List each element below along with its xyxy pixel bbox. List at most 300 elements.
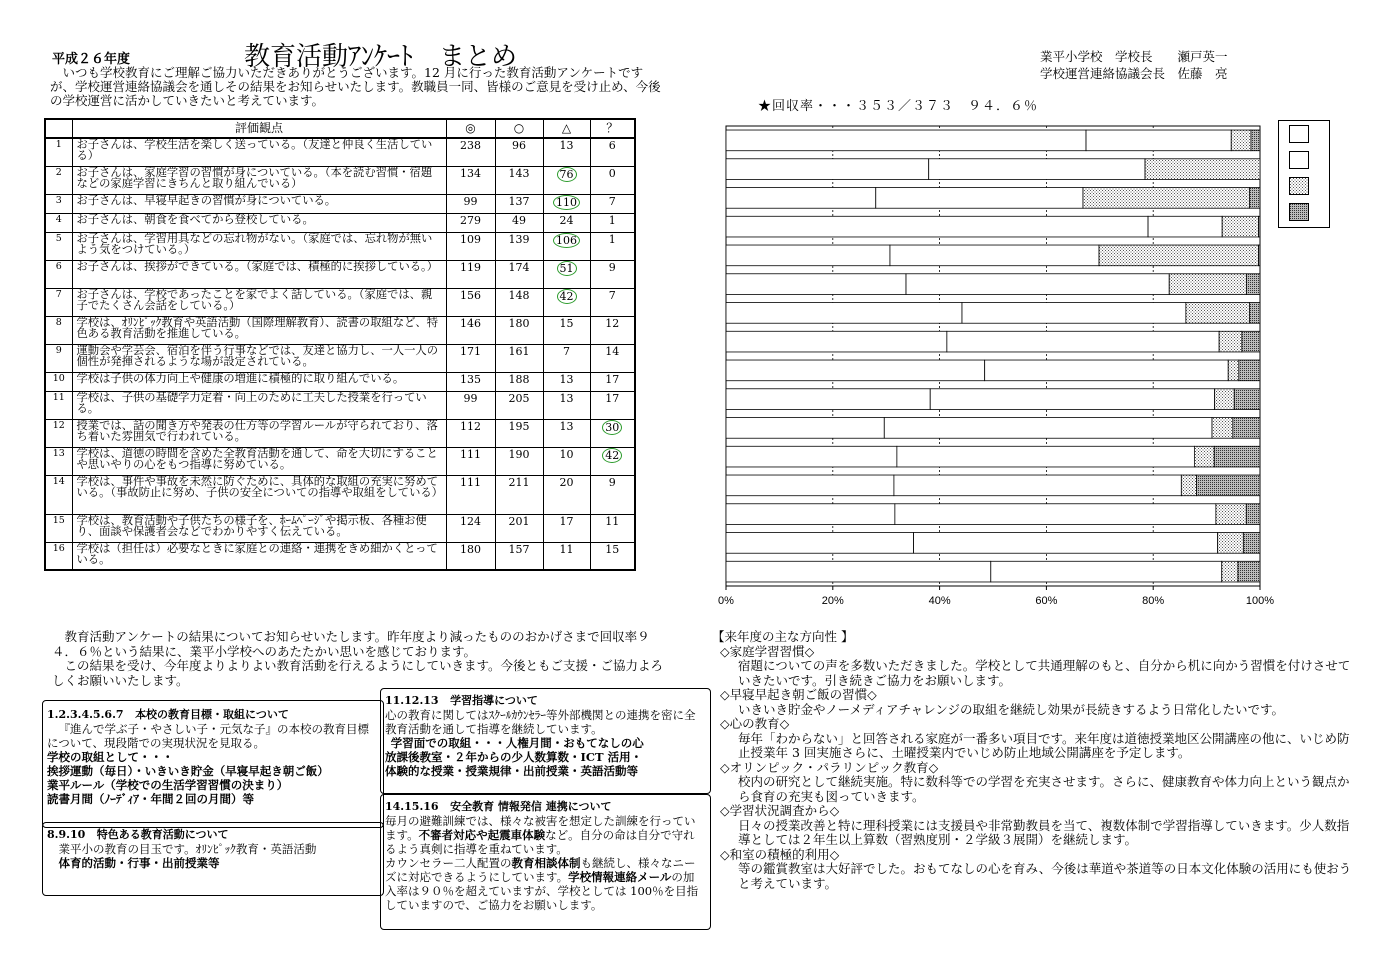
row-criteria: 学校は子供の体力向上や健康の増進に積極的に取り組んでいる。 <box>72 372 446 391</box>
count-value: 111 <box>460 475 481 489</box>
row-count-triangle <box>543 542 590 570</box>
chart-bar-segment <box>1194 446 1214 467</box>
count-value: 110 <box>553 195 580 210</box>
chart-bar-segment <box>1258 216 1260 237</box>
row-count-double-circle <box>446 232 495 260</box>
row-count-circle <box>495 419 543 447</box>
count-value: 1 <box>608 232 616 246</box>
row-count-circle <box>495 213 543 232</box>
table-row <box>45 475 635 514</box>
chart-tick-label: 80% <box>1142 595 1165 607</box>
table-row <box>45 514 635 542</box>
page-title: 教育活動ｱﾝｹｰﾄ まとめ <box>244 42 518 72</box>
chart-bar-segment <box>726 561 991 582</box>
row-criteria: 学校は、道徳の時間を含めた全教育活動を通して、命を大切にすることや思いやりの心をもつ指導に努めている。 <box>72 447 446 475</box>
row-count-triangle <box>543 391 590 419</box>
row-count-circle <box>495 372 543 391</box>
row-count-question <box>590 475 635 514</box>
chart-bar-segment <box>876 188 1083 209</box>
chart-bar-segment <box>1214 446 1260 467</box>
chart-bar-segment <box>985 360 1229 381</box>
chart-tick-label: 60% <box>1035 595 1058 607</box>
count-value: 161 <box>508 344 530 358</box>
table-row <box>45 316 635 344</box>
count-value: 0 <box>608 166 616 180</box>
row-criteria: お子さんは、家庭学習の習慣が身についている。（本を読む習慣・宿題などの家庭学習にきちんと取り組んでいる） <box>72 166 446 194</box>
chart-bar-segment <box>726 303 962 324</box>
box-learning-guidance <box>380 688 711 794</box>
count-value: 180 <box>460 542 481 556</box>
row-count-question <box>590 194 635 213</box>
count-value: 12 <box>605 316 620 330</box>
chart-bar-segment <box>1246 274 1260 295</box>
chart-bar-segment <box>726 475 894 496</box>
row-criteria: お子さんは、挨拶ができている。（家庭では、積極的に挨拶している。） <box>72 260 446 288</box>
chart-bar-segment <box>1196 475 1260 496</box>
count-value: 279 <box>460 213 481 227</box>
count-value: 20 <box>559 475 574 489</box>
chart-bar-segment <box>1169 274 1246 295</box>
next-item-title: ◇和室の積極的利用◇ <box>720 846 840 862</box>
row-count-double-circle <box>446 391 495 419</box>
table-row <box>45 419 635 447</box>
row-count-double-circle <box>446 514 495 542</box>
row-count-question <box>590 391 635 419</box>
chart-bar-segment <box>726 274 906 295</box>
chart-bar-segment <box>726 389 930 410</box>
next-heading: 【来年度の主な方向性 】 <box>712 629 854 644</box>
count-value: 190 <box>508 447 530 461</box>
chart-tick-label: 20% <box>821 595 844 607</box>
box1-line1: 『進んで学ぶ子・やさしい子・元気な子』の本校の教育目標について、現段階での実現状況を見取る。 <box>47 722 369 750</box>
response-rate: ★回収率・・・３５３／３７３ ９４．６％ <box>758 99 1039 114</box>
chart-bar-segment <box>1086 130 1231 151</box>
chart-bar-segment <box>1246 504 1260 525</box>
row-count-triangle <box>543 260 590 288</box>
row-count-circle <box>495 475 543 514</box>
row-count-double-circle <box>446 138 495 166</box>
row-criteria: お子さんは、学校であったことを家でよく話している。（家庭では、親子でたくさん会話をしている。） <box>72 288 446 316</box>
count-value: 11 <box>605 514 620 528</box>
row-count-question <box>590 166 635 194</box>
row-count-circle <box>495 260 543 288</box>
chart-bar-segment <box>1145 159 1260 180</box>
row-count-double-circle <box>446 447 495 475</box>
row-number: 16 <box>45 542 72 570</box>
box1-line2: 学校の取組として・・・ <box>47 750 174 764</box>
row-count-triangle <box>543 166 590 194</box>
chart-bar-segment <box>1243 533 1260 554</box>
chart-tick-label: 100% <box>1245 595 1275 607</box>
count-value: 195 <box>508 419 530 433</box>
chart-bar-segment <box>930 389 1214 410</box>
row-count-triangle <box>543 316 590 344</box>
box3-line3: 放課後教室・２年からの少人数算数・ICT 活用・ <box>385 750 643 764</box>
row-count-double-circle <box>446 288 495 316</box>
count-value: 157 <box>508 542 530 556</box>
count-value: 17 <box>605 391 620 405</box>
count-value: 7 <box>608 194 616 208</box>
count-value: 211 <box>508 475 530 489</box>
next-item-title: ◇早寝早起き朝ご飯の習慣◇ <box>720 687 877 702</box>
count-value: 109 <box>460 232 481 246</box>
next-item-body: 宿題についての声を多数いただきました。学校として共通理解のもと、自分から机に向かう習慣を付けさせていきたいです。引き続きご協力をお願いします。 <box>738 658 1351 688</box>
next-item-body: 校内の研究として継続実施。特に数科等での学習を充実させます。さらに、健康教育や体力向上という観点から食育の充実も図っていきます。 <box>738 774 1350 804</box>
chart-bar-segment <box>726 331 947 352</box>
box1-line4: 業平ルール（学校での生活学習習慣の決まり） <box>47 778 289 792</box>
box2-line2: 体育的活動・行事・出前授業等 <box>58 856 220 870</box>
chart-bar-segment <box>1218 533 1244 554</box>
row-count-double-circle <box>446 475 495 514</box>
next-item-title: ◇オリンピック・パラリンピック教育◇ <box>720 759 939 775</box>
box4-line1: 毎月の避難訓練では、様々な被害を想定した訓練を行っています。 <box>385 814 696 842</box>
box2-nums: 8.9.10 <box>47 828 86 841</box>
box4-line1-bold: 不審者対応や起震車体験 <box>418 828 546 842</box>
box2-heading: 特色ある教育活動について <box>96 828 229 841</box>
chart-bar-segment <box>1148 216 1222 237</box>
row-count-circle <box>495 194 543 213</box>
table-header-criteria: 評価観点 <box>72 119 446 138</box>
box3-line4: 体験的な授業・授業規律・出前授業・英語活動等 <box>385 764 638 778</box>
row-criteria: お子さんは、早寝早起きの習慣が身についている。 <box>72 194 446 213</box>
row-criteria: 学校は、教育活動や子供たちの様子を、ﾎｰﾑﾍﾟｰｼﾞや掲示板、各種お便り、面談や保護者会などでわかりやすく伝えている。 <box>72 514 446 542</box>
table-row <box>45 194 635 213</box>
box1-nums: 1.2.3.4.5.6.7 <box>47 708 124 721</box>
chart-bar-segment <box>895 504 1216 525</box>
chart-bar-segment <box>1231 130 1251 151</box>
row-number: 15 <box>45 514 72 542</box>
chart-bar-segment <box>1239 360 1260 381</box>
summary-paragraph-1: 教育活動アンケートの結果についてお知らせいたします。昨年度より減ったもののおかげさまで回収率９４．６％という結果に、業平小学校へのあたたかい思いを感じております。 <box>52 629 650 659</box>
next-item-title: ◇心の教育◇ <box>720 716 790 731</box>
chart-bar-segment <box>906 274 1169 295</box>
chart-bar-segment <box>884 418 1212 439</box>
table-row <box>45 213 635 232</box>
box4-para1 <box>385 814 705 856</box>
box4-line2-bold: 教育相談体制 <box>511 856 581 870</box>
next-item-title: ◇学習状況調査から◇ <box>720 803 840 818</box>
row-count-triangle <box>543 288 590 316</box>
row-criteria: 学校は、事件や事故を未然に防ぐために、具体的な取組の充実に努めている。（事故防止に努め、子供の安全についての指導や取組をしている） <box>72 475 446 514</box>
box3-nums: 11.12.13 <box>385 694 439 707</box>
table-row <box>45 138 635 166</box>
row-count-triangle <box>543 138 590 166</box>
count-value: 13 <box>559 372 574 386</box>
count-value: 106 <box>553 233 580 248</box>
box4-heading: 安全教育 情報発信 連携について <box>450 800 612 813</box>
chart-bar-segment <box>991 561 1222 582</box>
chart-bar-segment <box>1249 188 1260 209</box>
row-count-question <box>590 419 635 447</box>
count-value: 119 <box>460 260 481 274</box>
chart-bar-segment <box>1099 245 1258 266</box>
row-count-question <box>590 514 635 542</box>
row-count-question <box>590 372 635 391</box>
row-count-question <box>590 138 635 166</box>
row-count-circle <box>495 232 543 260</box>
row-count-double-circle <box>446 213 495 232</box>
row-number: 12 <box>45 419 72 447</box>
count-value: 49 <box>512 213 526 227</box>
chart-bar-segment <box>890 245 1099 266</box>
row-number: 1 <box>45 138 72 166</box>
chart-bar-segment <box>1228 360 1239 381</box>
table-row <box>45 232 635 260</box>
chart-bar-segment <box>1216 504 1246 525</box>
legend-pattern-triangle <box>1290 178 1308 194</box>
author-block <box>1040 48 1228 82</box>
row-count-circle <box>495 344 543 372</box>
count-value: 171 <box>460 344 481 358</box>
chart-bar-segment <box>1181 475 1196 496</box>
count-value: 17 <box>559 514 574 528</box>
chart-bar-segment <box>947 331 1219 352</box>
row-count-circle <box>495 542 543 570</box>
table-header-double-circle: ◎ <box>446 119 495 138</box>
count-value: 51 <box>557 261 577 276</box>
chart-bar-segment <box>1222 216 1258 237</box>
row-number: 13 <box>45 447 72 475</box>
box3-line1: 心の教育に関してはｽｸｰﾙｶｳﾝｾﾗｰ等外部機関との連携を密に全教育活動を通して指導を継続しています。 <box>385 708 696 736</box>
count-value: 1 <box>608 213 616 227</box>
chart-bar-segment <box>726 130 1086 151</box>
count-value: 11 <box>559 542 574 556</box>
row-count-question <box>590 232 635 260</box>
chart-bar-segment <box>726 418 884 439</box>
row-count-triangle <box>543 232 590 260</box>
chart-bar-segment <box>1249 303 1260 324</box>
row-count-question <box>590 260 635 288</box>
chart-bar-segment <box>1083 188 1249 209</box>
chart-bar-segment <box>1215 389 1235 410</box>
box1-heading: 本校の教育目標・取組について <box>135 708 289 721</box>
author-council: 学校運営連絡協議会長 佐藤 亮 <box>1040 66 1228 81</box>
chart-bar-segment <box>726 159 929 180</box>
count-value: 7 <box>608 288 616 302</box>
row-number: 5 <box>45 232 72 260</box>
count-value: 111 <box>460 447 481 461</box>
chart-bar-segment <box>962 303 1186 324</box>
box2-line1: 業平小の教育の目玉です。ｵﾘﾝﾋﾟｯｸ教育・英語活動 <box>58 842 317 856</box>
row-count-question <box>590 542 635 570</box>
row-number: 9 <box>45 344 72 372</box>
legend-swatch-triangle <box>1289 177 1309 195</box>
chart-bar-segment <box>726 360 985 381</box>
author-principal: 業平小学校 学校長 瀬戸英一 <box>1040 49 1228 64</box>
count-value: 139 <box>508 232 530 246</box>
count-value: 42 <box>557 289 577 304</box>
chart-bar-segment <box>929 159 1145 180</box>
row-criteria: お子さんは、朝食を食べてから登校している。 <box>72 213 446 232</box>
table-header-circle: ○ <box>495 119 543 138</box>
next-item-title: ◇家庭学習習慣◇ <box>720 643 815 659</box>
box4-line2: カウンセラー二人配置の <box>385 856 512 870</box>
count-value: 135 <box>460 372 481 386</box>
count-value: 13 <box>559 391 574 405</box>
row-count-question <box>590 447 635 475</box>
count-value: 137 <box>508 194 530 208</box>
chart-tick-label: 0% <box>718 595 734 607</box>
table-row <box>45 260 635 288</box>
row-number: 10 <box>45 372 72 391</box>
next-items-list <box>712 645 1352 892</box>
row-number: 3 <box>45 194 72 213</box>
count-value: 156 <box>460 288 481 302</box>
row-count-double-circle <box>446 260 495 288</box>
table-row <box>45 344 635 372</box>
table-row <box>45 372 635 391</box>
row-criteria: 運動会や学芸会、宿泊を伴う行事などでは、友達と協力し、一人一人の個性が発揮されるような場が設定されている。 <box>72 344 446 372</box>
chart-bar-segment <box>1233 418 1260 439</box>
row-count-triangle <box>543 213 590 232</box>
row-count-question <box>590 288 635 316</box>
chart-bar-segment <box>726 504 895 525</box>
next-year-direction <box>712 630 1352 891</box>
count-value: 13 <box>559 419 574 433</box>
count-value: 148 <box>508 288 530 302</box>
box3-line2: 学習面での取組・・・人権月間・おもてなしの心 <box>390 736 644 750</box>
row-criteria: 学校は、ｵﾘﾝﾋﾟｯｸ教育や英語活動（国際理解教育）、読書の取組など、特色ある教育活動を推進している。 <box>72 316 446 344</box>
row-criteria: 学校は、子供の基礎学力定着・向上のために工夫した授業を行っている。 <box>72 391 446 419</box>
box4-nums: 14.15.16 <box>385 800 439 813</box>
count-value: 15 <box>559 316 574 330</box>
intro-text: いつも学校教育にご理解ご協力いただきありがとうございます。12 月に行った教育活動アンケートですが、学校運営連絡協議会を通しその結果をお知らせいたします。教職員一同、皆様のご意見を受け止め、今後の学校運営に活かしていきたいと考えています。 <box>50 65 661 108</box>
row-number: 14 <box>45 475 72 514</box>
row-number: 7 <box>45 288 72 316</box>
legend-swatch-question <box>1289 203 1309 221</box>
chart-bar-segment <box>1242 331 1260 352</box>
chart-bar-segment <box>914 533 1218 554</box>
count-value: 13 <box>559 139 574 152</box>
survey-table <box>44 118 636 571</box>
row-count-triangle <box>543 475 590 514</box>
count-value: 17 <box>605 372 620 386</box>
chart-bar-segment <box>726 446 897 467</box>
row-count-double-circle <box>446 419 495 447</box>
row-count-double-circle <box>446 316 495 344</box>
count-value: 76 <box>557 167 577 182</box>
count-value: 9 <box>608 260 616 274</box>
table-header-question: ？ <box>590 119 635 138</box>
row-count-double-circle <box>446 166 495 194</box>
summary-text <box>52 630 664 688</box>
count-value: 112 <box>460 419 481 433</box>
row-count-circle <box>495 138 543 166</box>
row-criteria: お子さんは、学校生活を楽しく送っている。（友達と仲良く生活している） <box>72 138 446 166</box>
chart-bar-segment <box>1258 245 1260 266</box>
row-count-triangle <box>543 194 590 213</box>
box4-line1-rest: など。自分の命は自分で守れるよう真剣に指導を重ねています。 <box>385 828 695 856</box>
row-count-circle <box>495 316 543 344</box>
row-count-circle <box>495 391 543 419</box>
count-value: 14 <box>605 344 620 358</box>
box3-heading: 学習指導について <box>450 694 538 707</box>
next-item-body: 日々の授業改善と特に理科授業には支援員や非常勤教員を当て、複数体制で学習指導していきます。少人数指導としては２年生以上算数（習熟度別・２学級３展開）を継続します。 <box>738 817 1350 847</box>
table-row <box>45 447 635 475</box>
table-row <box>45 288 635 316</box>
count-value: 174 <box>508 260 530 274</box>
row-count-question <box>590 213 635 232</box>
legend-swatch-double-circle <box>1289 125 1309 143</box>
chart-bar-segment <box>1251 130 1260 151</box>
row-count-double-circle <box>446 372 495 391</box>
table-header-no <box>45 119 72 138</box>
row-criteria: 授業では、話の聞き方や発表の仕方等の学習ルールが守られており、落ち着いた雰囲気で行われている。 <box>72 419 446 447</box>
chart-bar-segment <box>894 475 1181 496</box>
summary-paragraph-2: この結果を受け、今年度よりよりよい教育活動を行えるようにしていきます。今後ともご支援・ご協力よろしくお願いいたします。 <box>52 658 664 688</box>
count-value: 124 <box>460 514 481 528</box>
chart-legend <box>1278 120 1330 228</box>
count-value: 15 <box>605 542 620 556</box>
count-value: 180 <box>508 316 530 330</box>
box4-line3-bold: 学校情報連絡メール <box>568 870 672 884</box>
row-count-triangle <box>543 514 590 542</box>
chart-bar-segment <box>1238 561 1260 582</box>
chart-tick-label: 40% <box>928 595 951 607</box>
box-education-goals <box>42 700 384 828</box>
row-criteria: お子さんは、学習用具などの忘れ物がない。（家庭では、忘れ物が無いよう気をつけている。） <box>72 232 446 260</box>
box-special-activities <box>42 822 384 896</box>
count-value: 205 <box>508 391 530 405</box>
row-count-double-circle <box>446 542 495 570</box>
row-number: 11 <box>45 391 72 419</box>
box-safety-info <box>380 794 711 930</box>
count-value: 201 <box>508 514 530 528</box>
box4-para2 <box>385 856 705 912</box>
count-value: 134 <box>460 166 481 180</box>
count-value: 99 <box>463 391 478 405</box>
count-value: 7 <box>563 344 570 358</box>
chart-bar-segment <box>897 446 1195 467</box>
row-count-triangle <box>543 447 590 475</box>
chart-bar-segment <box>726 533 914 554</box>
row-count-double-circle <box>446 194 495 213</box>
results-chart <box>718 118 1278 608</box>
row-count-triangle <box>543 344 590 372</box>
count-value: 99 <box>463 194 478 208</box>
chart-bar-segment <box>726 245 890 266</box>
box4-line2-rest: も継続し、様々なニーズに対応できるようにしています。 <box>385 856 696 884</box>
legend-pattern-question <box>1290 204 1308 220</box>
chart-bar-segment <box>726 188 876 209</box>
count-value: 238 <box>460 139 481 152</box>
row-count-question <box>590 344 635 372</box>
row-number: 2 <box>45 166 72 194</box>
table-row <box>45 391 635 419</box>
count-value: 96 <box>512 139 526 152</box>
count-value: 9 <box>608 475 616 489</box>
count-value: 42 <box>602 448 622 463</box>
count-value: 10 <box>559 447 574 461</box>
count-value: 6 <box>608 139 616 152</box>
row-count-triangle <box>543 372 590 391</box>
next-item-body: 等の鑑賞教室は大好評でした。おもてなしの心を育み、今後は華道や茶道等の日本文化体験の活用にも使おうと考えています。 <box>738 861 1352 891</box>
row-number: 4 <box>45 213 72 232</box>
row-count-circle <box>495 166 543 194</box>
box1-line5: 読書月間（ﾉｰﾃﾞｨｱ・年間２回の月間）等 <box>47 792 254 806</box>
row-number: 8 <box>45 316 72 344</box>
row-count-question <box>590 316 635 344</box>
next-item-body: いきいき貯金やノーメディアチャレンジの取組を継続し効果が長続きするよう日常化したいです。 <box>738 701 1285 717</box>
table-row <box>45 166 635 194</box>
row-count-circle <box>495 288 543 316</box>
count-value: 146 <box>460 316 481 330</box>
chart-bar-segment <box>1219 331 1242 352</box>
chart-bar-segment <box>726 216 1148 237</box>
chart-bar-segment <box>1186 303 1250 324</box>
legend-swatch-circle <box>1289 151 1309 169</box>
count-value: 143 <box>508 166 530 180</box>
